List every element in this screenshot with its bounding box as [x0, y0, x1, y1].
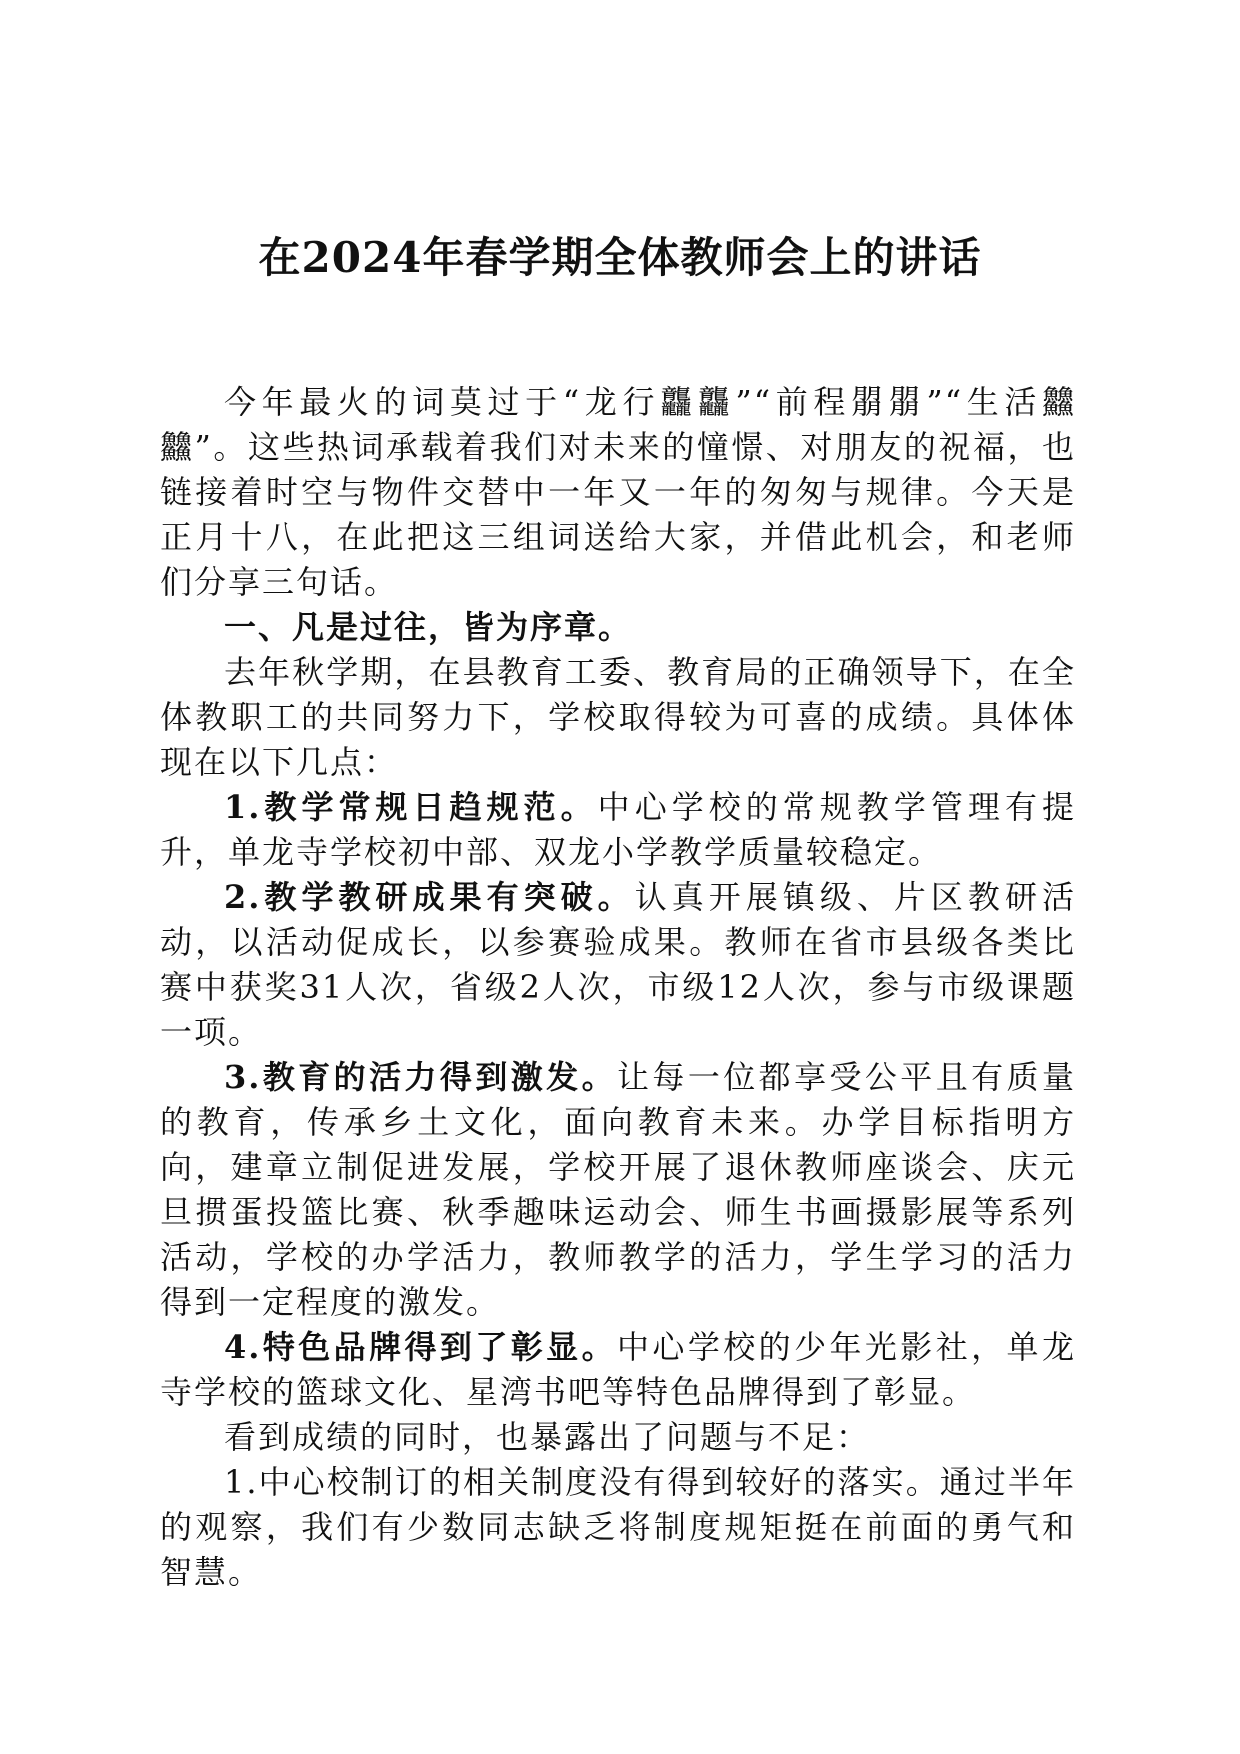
achievement-item-4: [160, 1325, 1076, 1415]
achievement-item-2: [160, 875, 1076, 1055]
achievement-lead: 4.特色品牌得到了彰显。: [224, 1328, 617, 1366]
paragraph-intro: [160, 380, 1076, 605]
achievement-lead: 1.教学常规日趋规范。: [224, 788, 598, 826]
paragraph-text: 认真开展镇级、片区教研活动，以活动促成长，以参赛验成果。教师在省市县级各类比赛中获奖31人次，省级2人次，市级12人次，参与市级课题一项。: [160, 878, 1076, 1051]
achievement-item-1: [160, 785, 1076, 875]
paragraph-text: 一、凡是过往，皆为序章。: [224, 608, 633, 646]
paragraph-text: 看到成绩的同时，也暴露出了问题与不足：: [224, 1418, 871, 1456]
document-title: 在2024年春学期全体教师会上的讲话: [258, 233, 982, 282]
section-heading-1: [160, 605, 1076, 650]
achievement-lead: 3.教育的活力得到激发。: [224, 1058, 617, 1096]
paragraph-text: 让每一位都享受公平且有质量的教育，传承乡土文化，面向教育未来。办学目标指明方向，建章立制促进发展，学校开展了退休教师座谈会、庆元旦掼蛋投篮比赛、秋季趣味运动会、师生书画摄影展等系列活动，学校的办学活力，教师教学的活力，学生学习的活力得到一定程度的激发。: [160, 1058, 1076, 1321]
document-body: [160, 380, 1076, 1595]
paragraph-shortcomings: [160, 1415, 1076, 1460]
paragraph-text: 中心学校的少年光影社，单龙寺学校的篮球文化、星湾书吧等特色品牌得到了彰显。: [160, 1328, 1076, 1411]
paragraph-text: 1.中心校制订的相关制度没有得到较好的落实。通过半年的观察，我们有少数同志缺乏将制度规矩挺在前面的勇气和智慧。: [160, 1463, 1076, 1591]
paragraph-last-semester: [160, 650, 1076, 785]
paragraph-text: 去年秋学期，在县教育工委、教育局的正确领导下，在全体教职工的共同努力下，学校取得较为可喜的成绩。具体体现在以下几点：: [160, 653, 1076, 781]
achievement-item-3: [160, 1055, 1076, 1325]
paragraph-text: 中心学校的常规教学管理有提升，单龙寺学校初中部、双龙小学教学质量较稳定。: [160, 788, 1076, 871]
achievement-lead: 2.教学教研成果有突破。: [224, 878, 635, 916]
paragraph-text: 今年最火的词莫过于“龙行龘龘”“前程朤朤”“生活䲜䲜”。这些热词承载着我们对未来的憧憬、对朋友的祝福，也链接着时空与物件交替中一年又一年的匆匆与规律。今天是正月十八，在此把这三组词送给大家，并借此机会，和老师们分享三句话。: [160, 383, 1076, 601]
problem-item-1: [160, 1460, 1076, 1595]
